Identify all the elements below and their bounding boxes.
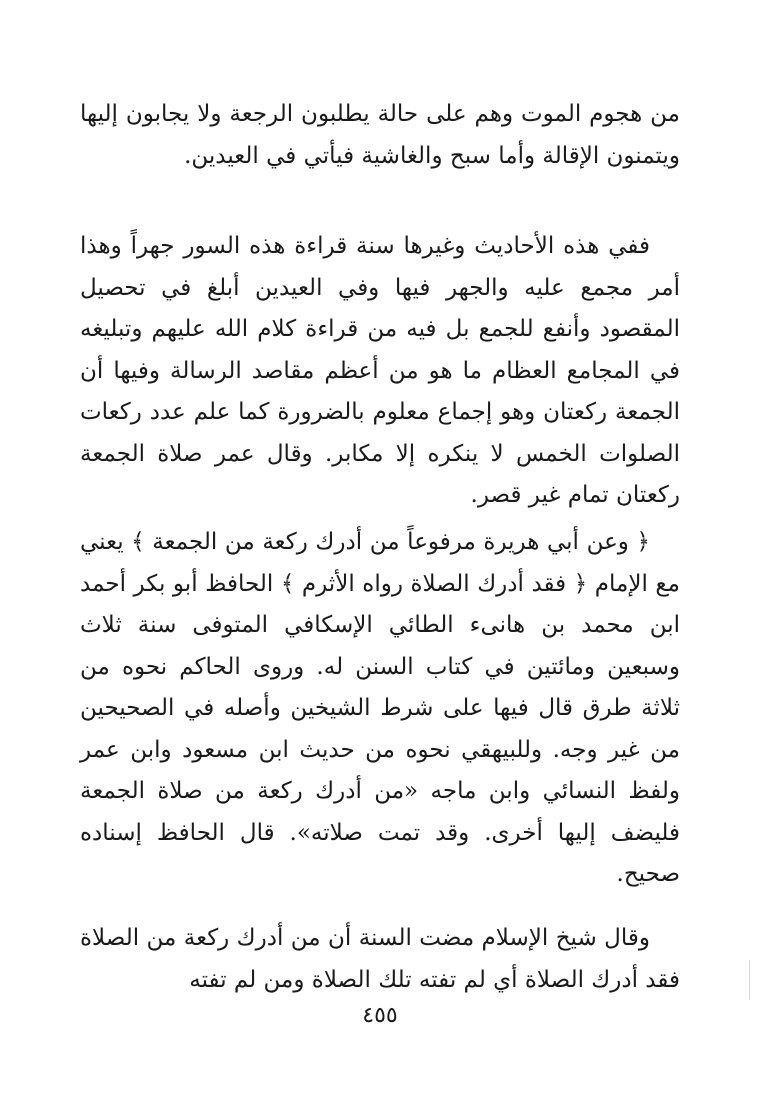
paragraph-text: من هجوم الموت وهم على حالة يطلبون الرجعة ولا يجابون إليها ويتمنون الإقالة وأما سبح والغاشية فيأتي في العيدين. xyxy=(80,101,680,169)
paragraph-2 xyxy=(80,226,680,517)
paragraph-text: وقال شيخ الإسلام مضت السنة أن من أدرك ركعة من الصلاة فقد أدرك الصلاة أي لم تفته تلك الصلاة ومن لم تفته xyxy=(80,925,680,993)
paragraph-4 xyxy=(80,918,680,1001)
paragraph-1 xyxy=(80,94,680,177)
paragraph-3 xyxy=(80,522,680,896)
page-number: ٤٥٥ xyxy=(362,1003,398,1028)
paragraph-text: ﴿ وعن أبي هريرة مرفوعاً من أدرك ركعة من الجمعة ﴾ يعني مع الإمام ﴿ فقد أدرك الصلاة رواه الأثرم ﴾ الحافظ أبو بكر أحمد ابن محمد بن هانىء الطائي الإسكافي المتوفى سنة ثلاث وسبعين ومائتين في كتاب السنن له. وروى الحاكم نحوه من ثلاثة طرق قال فيها على شرط الشيخين وأصله في الصحيحين من غير وجه. وللبيهقي نحوه من حديث ابن مسعود وابن عمر ولفظ النسائي وابن ماجه «من أدرك ركعة من صلاة الجمعة فليضف إليها أخرى. وقد تمت صلاته». قال الحافظ إسناده صحيح. xyxy=(80,529,680,887)
page-edge-mark xyxy=(749,960,750,1000)
paragraph-text: ففي هذه الأحاديث وغيرها سنة قراءة هذه السور جهراً وهذا أمر مجمع عليه والجهر فيها وفي العيدين أبلغ في تحصيل المقصود وأنفع للجمع بل فيه من قراءة كلام الله عليهم وتبليغه في المجامع العظام ما هو من أعظم مقاصد الرسالة وفيها أن الجمعة ركعتان وهو إجماع معلوم بالضرورة كما علم عدد ركعات الصلوات الخمس لا ينكره إلا مكابر. وقال عمر صلاة الجمعة ركعتان تمام غير قصر. xyxy=(80,233,680,508)
